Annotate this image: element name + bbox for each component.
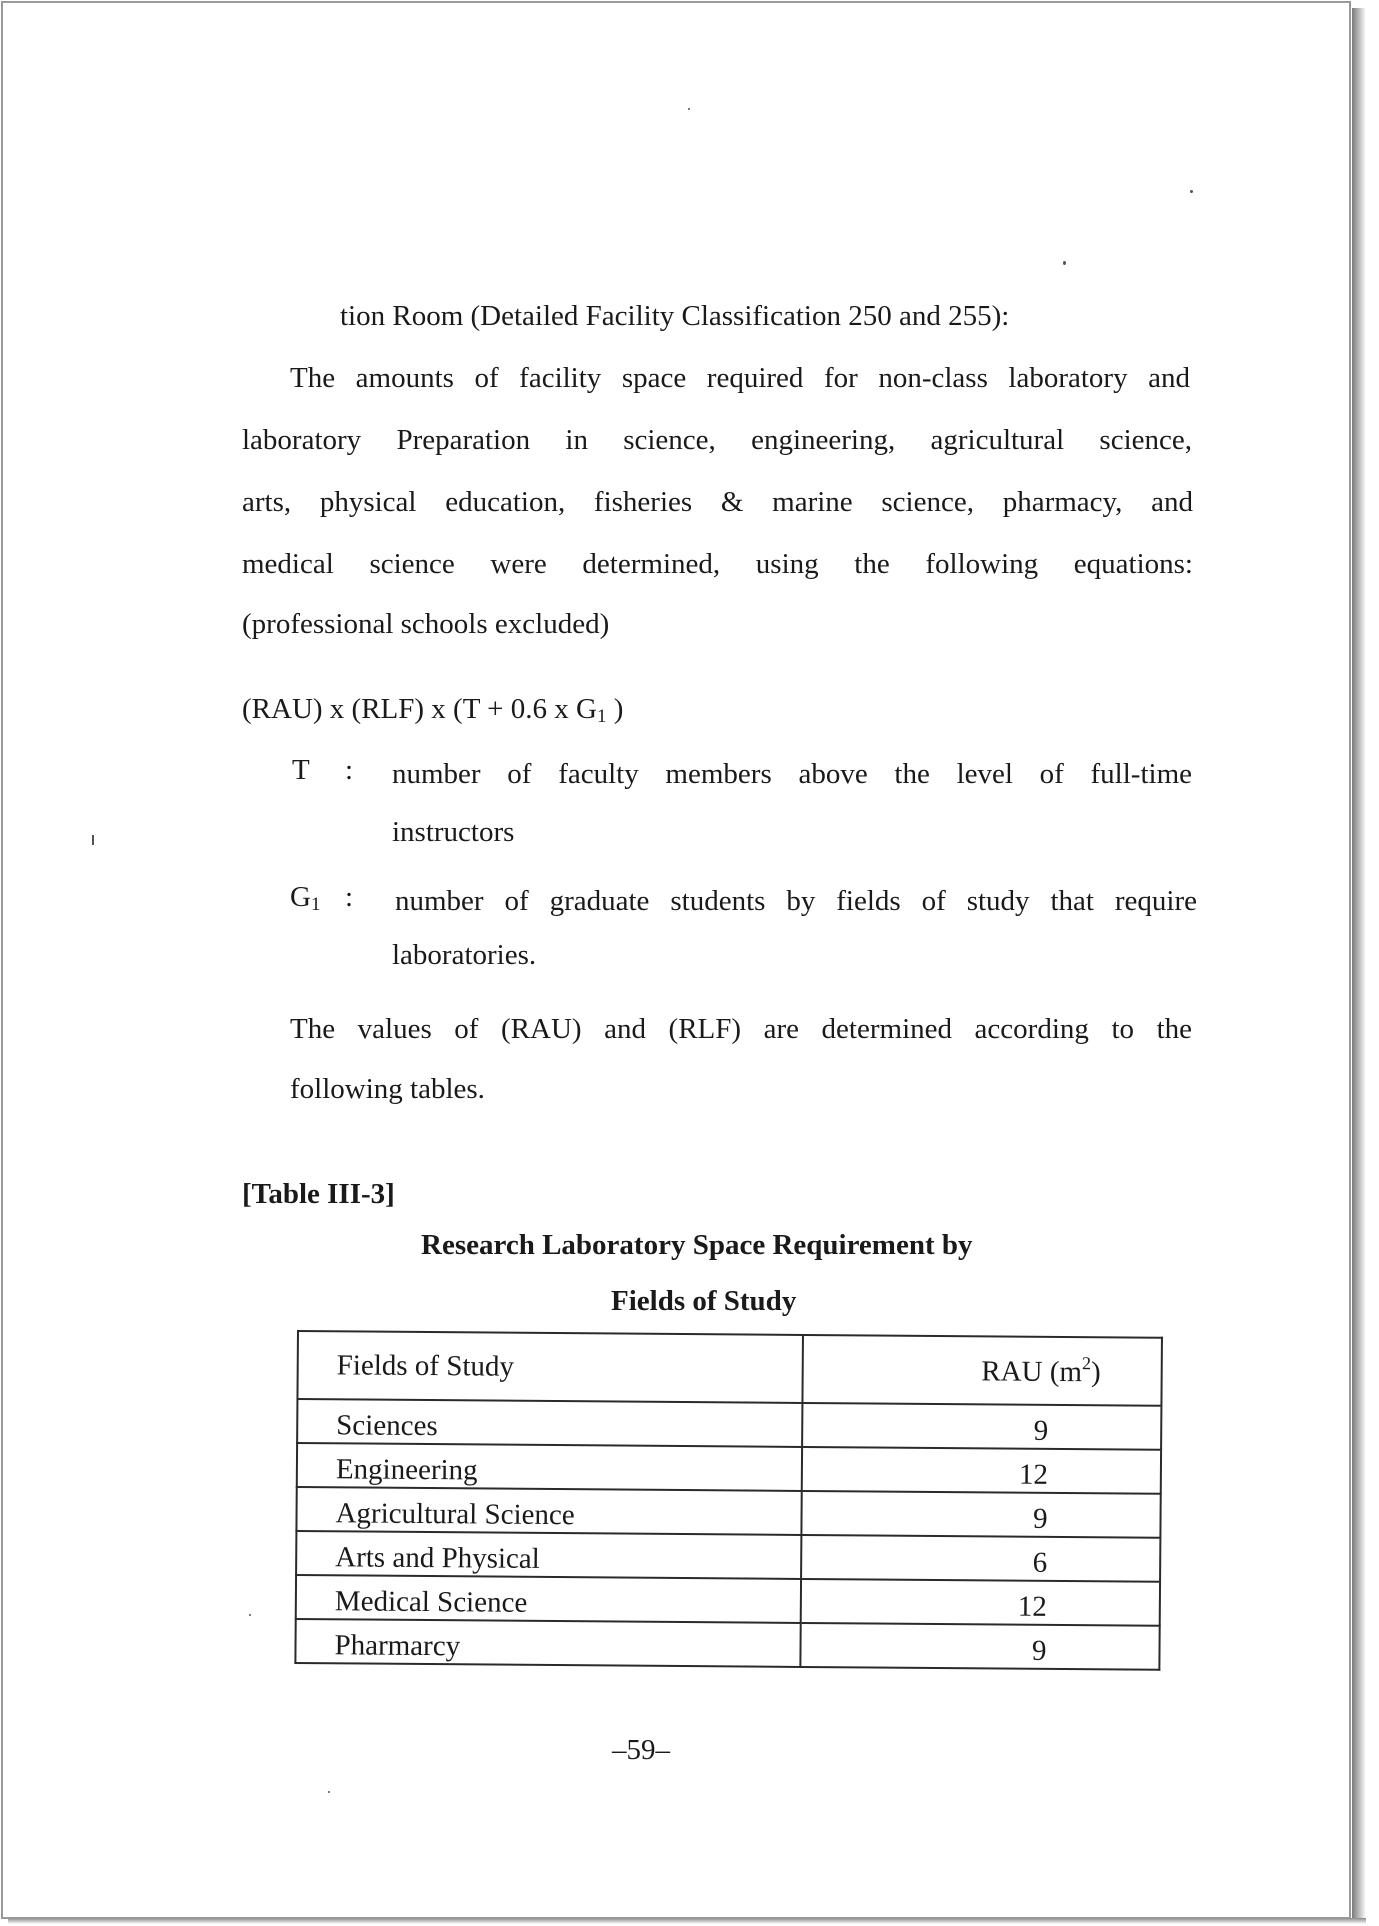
column-header-rau-text: RAU (m [981, 1355, 1083, 1389]
page-edge-shadow [1352, 8, 1366, 1920]
definition-symbol-subscript: 1 [310, 894, 321, 915]
field-cell: Arts and Physical [296, 1531, 801, 1579]
table-row [296, 1575, 1160, 1626]
definition-text-line: instructors [392, 816, 515, 848]
definition-text-line: number of faculty members above the level of full-time [392, 758, 1192, 790]
equation-subscript: 1 [596, 706, 607, 727]
scan-speck [328, 1791, 330, 1793]
paragraph-line: The amounts of facility space required for non-class laboratory and [290, 362, 1190, 394]
equation [242, 692, 623, 734]
table-header-row [297, 1331, 1162, 1406]
equation-main: (RAU) x (RLF) x (T + 0.6 x G [242, 693, 597, 725]
column-header-rau-sup: 2 [1082, 1353, 1092, 1374]
page-number: –59– [612, 1734, 670, 1766]
rau-cell: 12 [801, 1447, 1161, 1494]
table-row [297, 1399, 1161, 1450]
table-row [296, 1531, 1160, 1582]
table-row [295, 1619, 1159, 1670]
field-cell: Sciences [297, 1399, 802, 1447]
paragraph-line: laboratory Preparation in science, engineering, agricultural science, [242, 424, 1192, 456]
rau-cell: 6 [801, 1535, 1161, 1582]
closing-line: The values of (RAU) and (RLF) are determined according to the [290, 1013, 1192, 1045]
definition-colon: : [345, 881, 354, 913]
page-bottom-shadow [8, 1918, 1366, 1924]
equation-close: ) [606, 693, 624, 725]
table-title: Research Laboratory Space Requirement by [421, 1229, 973, 1261]
scan-speck [1190, 190, 1193, 193]
table-label: [Table III-3] [242, 1178, 395, 1210]
column-header-rau-close: ) [1090, 1356, 1101, 1389]
definition-symbol [292, 753, 310, 787]
rau-cell: 9 [801, 1491, 1161, 1538]
definition-symbol-letter: T [292, 754, 310, 786]
section-heading-line: tion Room (Detailed Facility Classification 250 and 255): [340, 300, 1010, 332]
field-cell: Pharmarcy [295, 1619, 800, 1667]
field-cell: Medical Science [296, 1575, 801, 1623]
scan-speck [92, 835, 94, 845]
scan-speck [1063, 261, 1066, 265]
field-cell: Agricultural Science [296, 1487, 801, 1535]
table-title: Fields of Study [611, 1285, 797, 1317]
paragraph-line: arts, physical education, fisheries & marine science, pharmacy, and [242, 486, 1193, 518]
rau-cell: 9 [800, 1623, 1160, 1670]
definition-text-line: laboratories. [392, 939, 537, 971]
rau-cell: 9 [802, 1403, 1162, 1450]
column-header-field: Fields of Study [297, 1331, 802, 1403]
rau-cell: 12 [800, 1579, 1160, 1626]
closing-line: following tables. [290, 1073, 485, 1105]
table-row [297, 1443, 1161, 1494]
field-cell: Engineering [297, 1443, 802, 1491]
paragraph-line: medical science were determined, using the following equations: [242, 548, 1193, 580]
definition-symbol-letter: G [290, 881, 311, 913]
scan-speck [688, 108, 690, 110]
definition-text-line: number of graduate students by fields of study that require [395, 885, 1197, 917]
definition-colon: : [345, 754, 354, 786]
table-row [296, 1487, 1160, 1538]
scan-speck [249, 1614, 251, 1616]
paragraph-line: (professional schools excluded) [242, 608, 610, 640]
rau-table [294, 1330, 1163, 1671]
column-header-rau [802, 1335, 1162, 1406]
definition-symbol [290, 880, 320, 922]
